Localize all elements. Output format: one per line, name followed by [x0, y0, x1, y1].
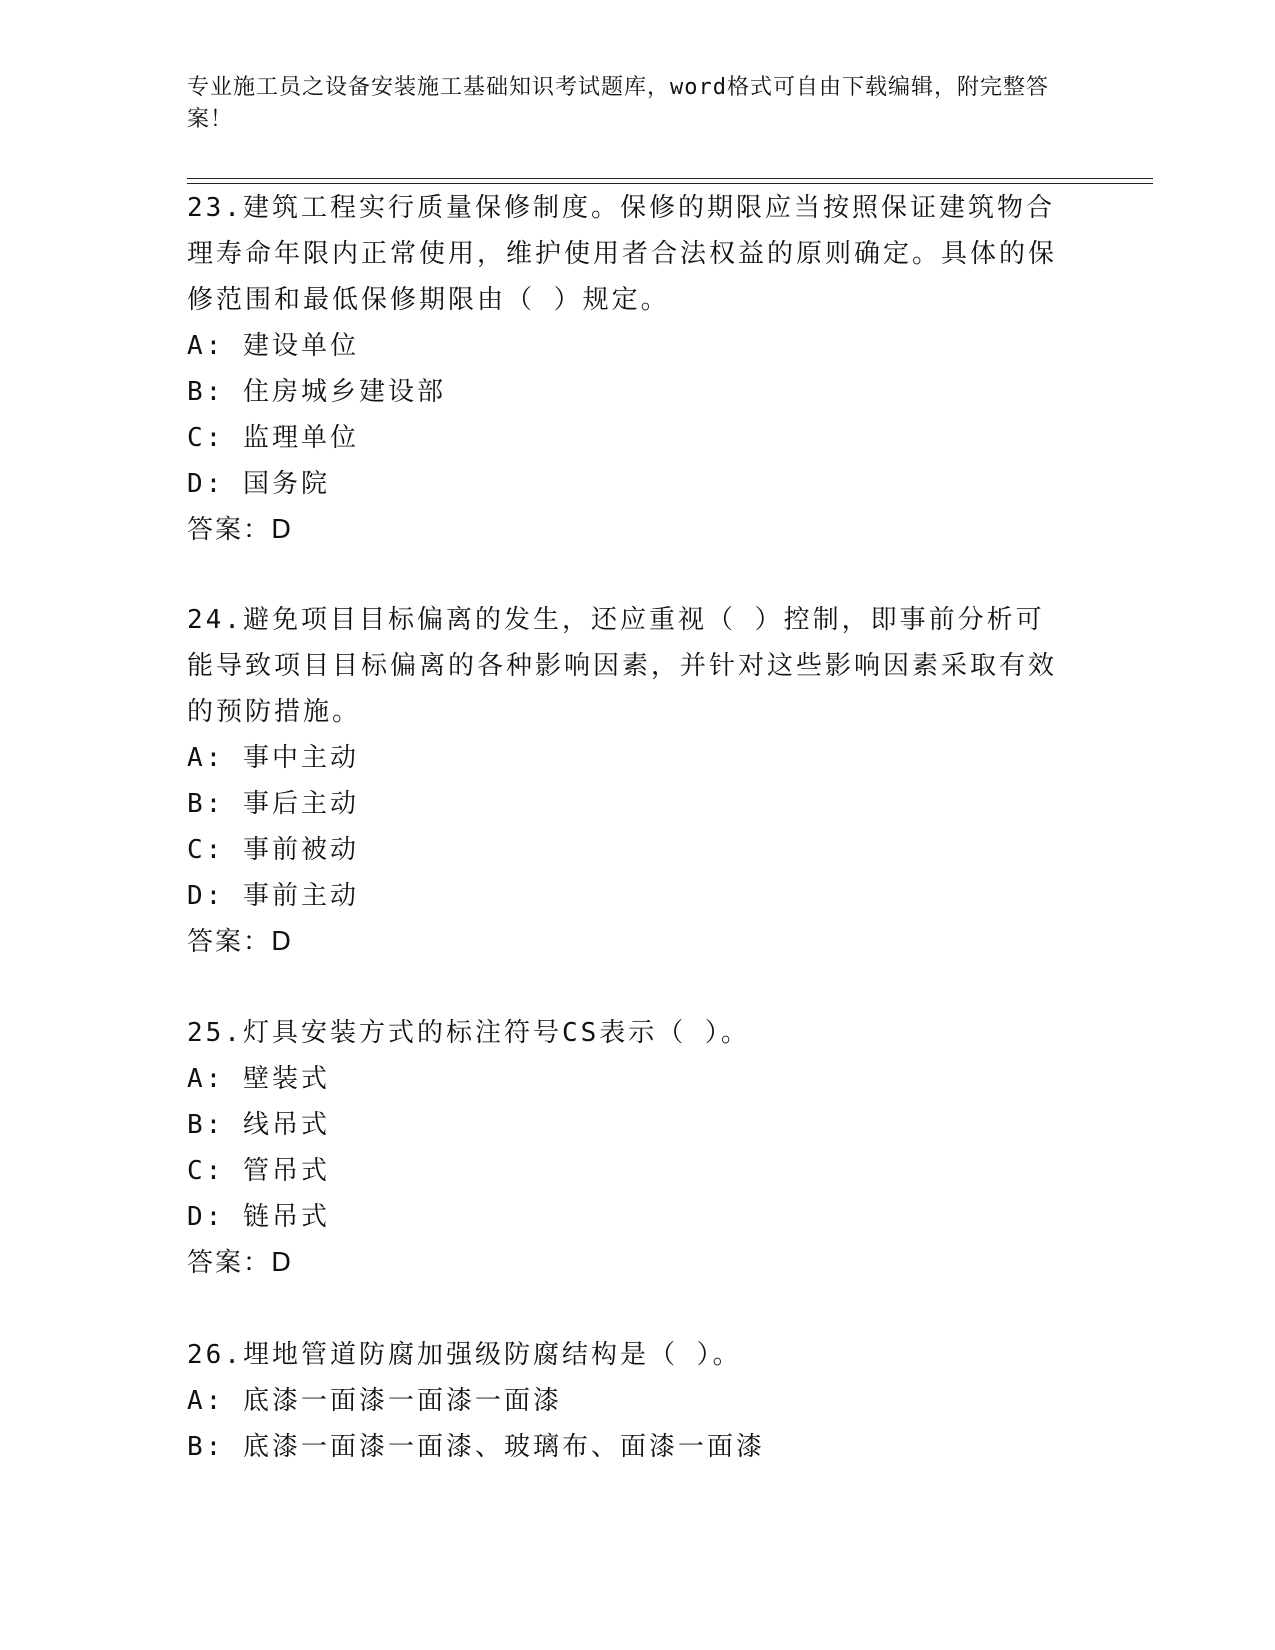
- question-23: [187, 185, 1067, 553]
- answer-line: 答案：D: [187, 515, 294, 545]
- option-c: C: 管吊式: [187, 1156, 330, 1186]
- document-header: 专业施工员之设备安装施工基础知识考试题库，word格式可自由下载编辑，附完整答案！: [187, 75, 1049, 132]
- option-b: B: 底漆一面漆一面漆、玻璃布、面漆一面漆: [187, 1432, 765, 1462]
- option-c: C: 监理单位: [187, 423, 359, 453]
- header-divider-bottom: [187, 183, 1153, 184]
- option-a: A: 壁装式: [187, 1064, 330, 1094]
- header-divider-top: [187, 178, 1153, 179]
- question-stem: 23.建筑工程实行质量保修制度。保修的期限应当按照保证建筑物合理寿命年限内正常使用，维护使用者合法权益的原则确定。具体的保修范围和最低保修期限由（ ）规定。: [187, 193, 1058, 315]
- option-b: B: 住房城乡建设部: [187, 377, 446, 407]
- question-25: [187, 1010, 1067, 1286]
- question-stem: 25.灯具安装方式的标注符号CS表示（ ）。: [187, 1018, 750, 1048]
- option-a: A: 事中主动: [187, 743, 359, 773]
- option-b: B: 事后主动: [187, 789, 359, 819]
- option-a: A: 底漆一面漆一面漆一面漆: [187, 1386, 562, 1416]
- question-26: [187, 1332, 1067, 1470]
- option-b: B: 线吊式: [187, 1110, 330, 1140]
- option-a: A: 建设单位: [187, 331, 359, 361]
- answer-line: 答案：D: [187, 927, 294, 957]
- answer-line: 答案：D: [187, 1248, 294, 1278]
- option-c: C: 事前被动: [187, 835, 359, 865]
- option-d: D: 链吊式: [187, 1202, 330, 1232]
- option-d: D: 事前主动: [187, 881, 359, 911]
- question-stem: 26.埋地管道防腐加强级防腐结构是（ ）。: [187, 1340, 742, 1370]
- question-stem: 24.避免项目目标偏离的发生，还应重视（ ）控制，即事前分析可能导致项目目标偏离的各种影响因素，并针对这些影响因素采取有效的预防措施。: [187, 605, 1058, 727]
- option-d: D: 国务院: [187, 469, 330, 499]
- question-24: [187, 597, 1067, 965]
